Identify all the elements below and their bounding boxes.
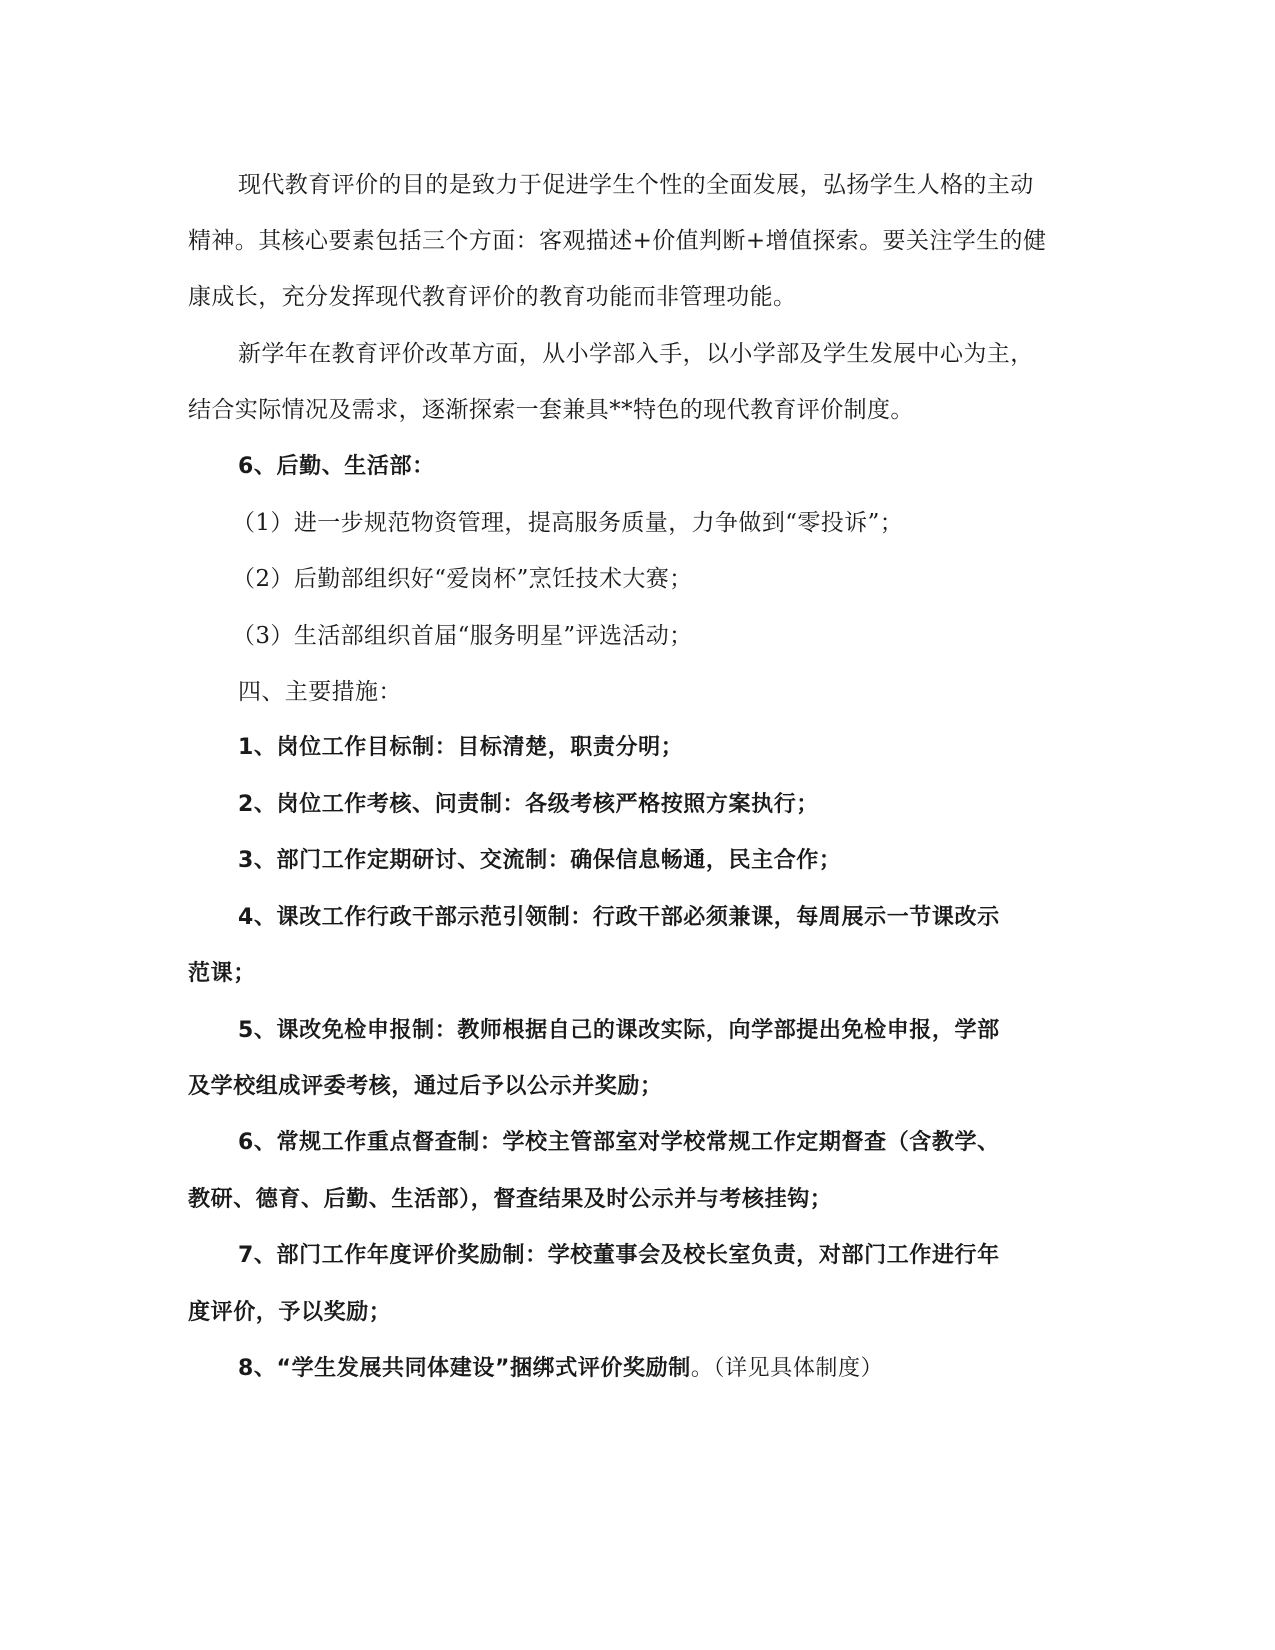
paragraph-line: 康成长，充分发挥现代教育评价的教育功能而非管理功能。 xyxy=(188,284,797,310)
measure-8-bold: 8、“学生发展共同体建设”捆绑式评价奖励制 xyxy=(238,1356,691,1381)
list-item: （1）进一步规范物资管理，提高服务质量，力争做到“零投诉”； xyxy=(232,510,904,536)
section-heading: 四、主要措施： xyxy=(238,679,402,705)
section-heading: 6、后勤、生活部： xyxy=(238,454,435,479)
measure-line: 范课； xyxy=(188,961,256,986)
paragraph-line: 结合实际情况及需求，逐渐探索一套兼具**特色的现代教育评价制度。 xyxy=(188,397,914,423)
measure-line: 2、岗位工作考核、问责制：各级考核严格按照方案执行； xyxy=(238,792,819,817)
list-item: （2）后勤部组织好“爱岗杯”烹饪技术大赛； xyxy=(232,566,693,592)
measure-line: 教研、德育、后勤、生活部），督查结果及时公示并与考核挂钩； xyxy=(188,1187,833,1212)
measure-line: 7、部门工作年度评价奖励制：学校董事会及校长室负责，对部门工作进行年 xyxy=(238,1243,1000,1268)
measure-line: 度评价，予以奖励； xyxy=(188,1300,392,1325)
list-item: （3）生活部组织首届“服务明星”评选活动； xyxy=(232,623,693,649)
measure-8-tail: 。（详见具体制度） xyxy=(690,1356,884,1381)
paragraph-line: 现代教育评价的目的是致力于促进学生个性的全面发展，弘扬学生人格的主动 xyxy=(238,172,1034,198)
measure-line: 5、课改免检申报制：教师根据自己的课改实际，向学部提出免检申报，学部 xyxy=(238,1018,1000,1043)
paragraph-line: 新学年在教育评价改革方面，从小学部入手，以小学部及学生发展中心为主， xyxy=(238,341,1034,367)
measure-line: 及学校组成评委考核，通过后予以公示并奖励； xyxy=(188,1074,663,1099)
measure-line: 4、课改工作行政干部示范引领制：行政干部必须兼课，每周展示一节课改示 xyxy=(238,905,1000,930)
measure-line: 1、岗位工作目标制：目标清楚，职责分明； xyxy=(238,735,684,760)
measure-line: 6、常规工作重点督查制：学校主管部室对学校常规工作定期督查（含教学、 xyxy=(238,1130,1000,1155)
paragraph-line: 精神。其核心要素包括三个方面：客观描述+价值判断+增值探索。要关注学生的健 xyxy=(188,228,1047,254)
measure-line: 3、部门工作定期研讨、交流制：确保信息畅通，民主合作； xyxy=(238,848,842,873)
measure-line-8 xyxy=(238,1354,883,1384)
